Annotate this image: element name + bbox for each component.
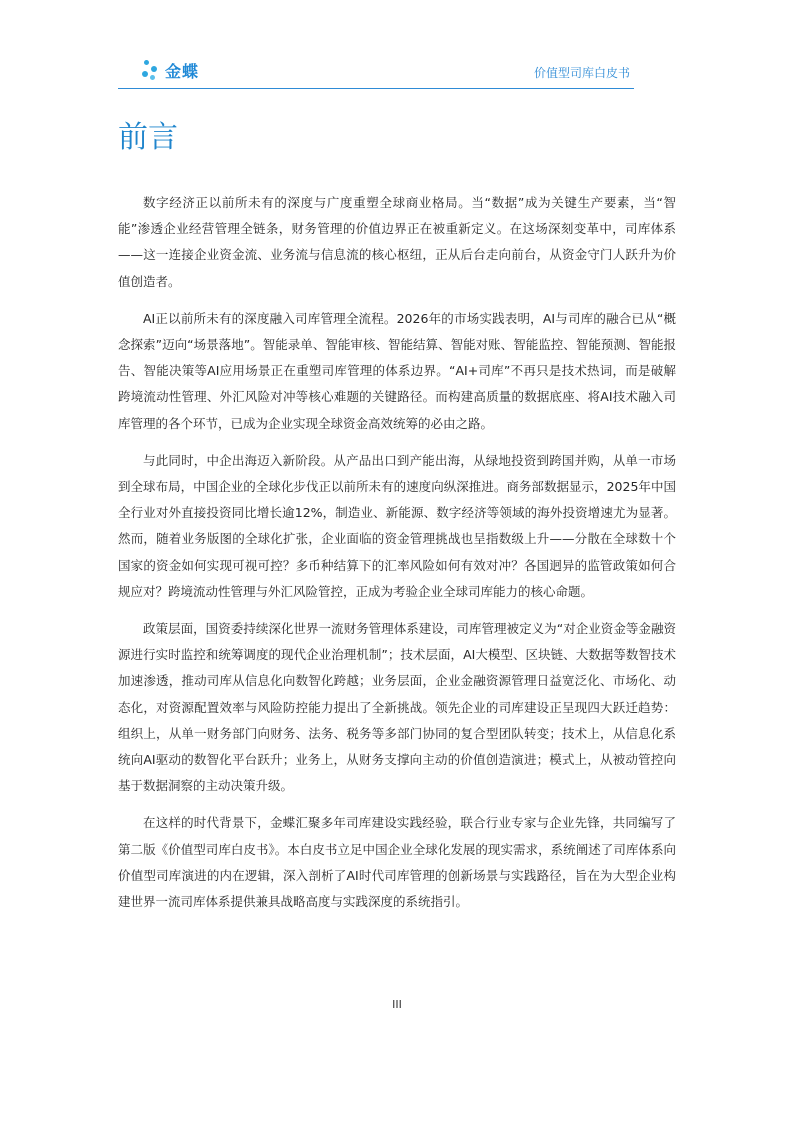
page-number: III: [392, 998, 402, 1011]
page-header: [118, 52, 634, 90]
paragraph-3: 与此同时，中企出海迈入新阶段。从产品出口到产能出海，从绿地投资到跨国并购，从单一市场到全球布局，中国企业的全球化步伐正以前所未有的速度向纵深推进。商务部数据显示，2025年中国全行业对外直接投资同比增长逾12%，制造业、新能源、数字经济等领域的海外投资增速尤为显著。然而，随着业务版图的全球化扩张，企业面临的资金管理挑战也呈指数级上升——分散在全球数十个国家的资金如何实现可视可控？多币种结算下的汇率风险如何有效对冲？各国迥异的监管政策如何合规应对？跨境流动性管理与外汇风险管控，正成为考验企业全球司库能力的核心命题。: [118, 452, 676, 599]
paragraph-1: 数字经济正以前所未有的深度与广度重塑全球商业格局。当“数据”成为关键生产要素，当“智能”渗透企业经营管理全链条，财务管理的价值边界正在被重新定义。在这场深刻变革中，司库体系——这一连接企业资金流、业务流与信息流的核心枢纽，正从后台走向前台，从资金守门人跃升为价值创造者。: [118, 195, 676, 289]
preface-body: [118, 190, 676, 926]
company-logo: [142, 58, 199, 82]
kingdee-dots-icon: [142, 58, 160, 82]
paragraph-5: 在这样的时代背景下，金蝶汇聚多年司库建设实践经验，联合行业专家与企业先锋，共同编写了第二版《价值型司库白皮书》。本白皮书立足中国企业全球化发展的现实需求，系统阐述了司库体系向价值型司库演进的内在逻辑，深入剖析了AI时代司库管理的创新场景与实践路径，旨在为大型企业构建世界一流司库体系提供兼具战略高度与实践深度的系统指引。: [118, 815, 676, 910]
paragraph-2: AI正以前所未有的深度融入司库管理全流程。2026年的市场实践表明，AI与司库的融合已从“概念探索”迈向“场景落地”。智能录单、智能审核、智能结算、智能对账、智能监控、智能预测、智能报告、智能决策等AI应用场景正在重塑司库管理的体系边界。“AI+司库”不再只是技术热词，而是破解跨境流动性管理、外汇风险对冲等核心难题的关键路径。而构建高质量的数据底座、将AI技术融入司库管理的各个环节，已成为企业实现全球资金高效统筹的必由之路。: [118, 310, 676, 431]
paragraph-4: 政策层面，国资委持续深化世界一流财务管理体系建设，司库管理被定义为“对企业资金等金融资源进行实时监控和统筹调度的现代企业治理机制”；技术层面，AI大模型、区块链、大数据等数智技术加速渗透，推动司库从信息化向数智化跨越；业务层面，企业金融资源管理日益宽泛化、市场化、动态化，对资源配置效率与风险防控能力提出了全新挑战。领先企业的司库建设正呈现四大跃迁趋势：组织上，从单一财务部门向财务、法务、税务等多部门协同的复合型团队转变；技术上，从信息化系统向AI驱动的数智化平台跃升；业务上，从财务支撑向主动的价值创造演进；模式上，从被动管控向基于数据洞察的主动决策升级。: [118, 621, 676, 794]
logo-text: 金蝶: [165, 61, 200, 81]
book-title: 价值型司库白皮书: [533, 66, 630, 80]
header-divider: [118, 88, 634, 89]
page-title: 前言: [118, 120, 178, 155]
